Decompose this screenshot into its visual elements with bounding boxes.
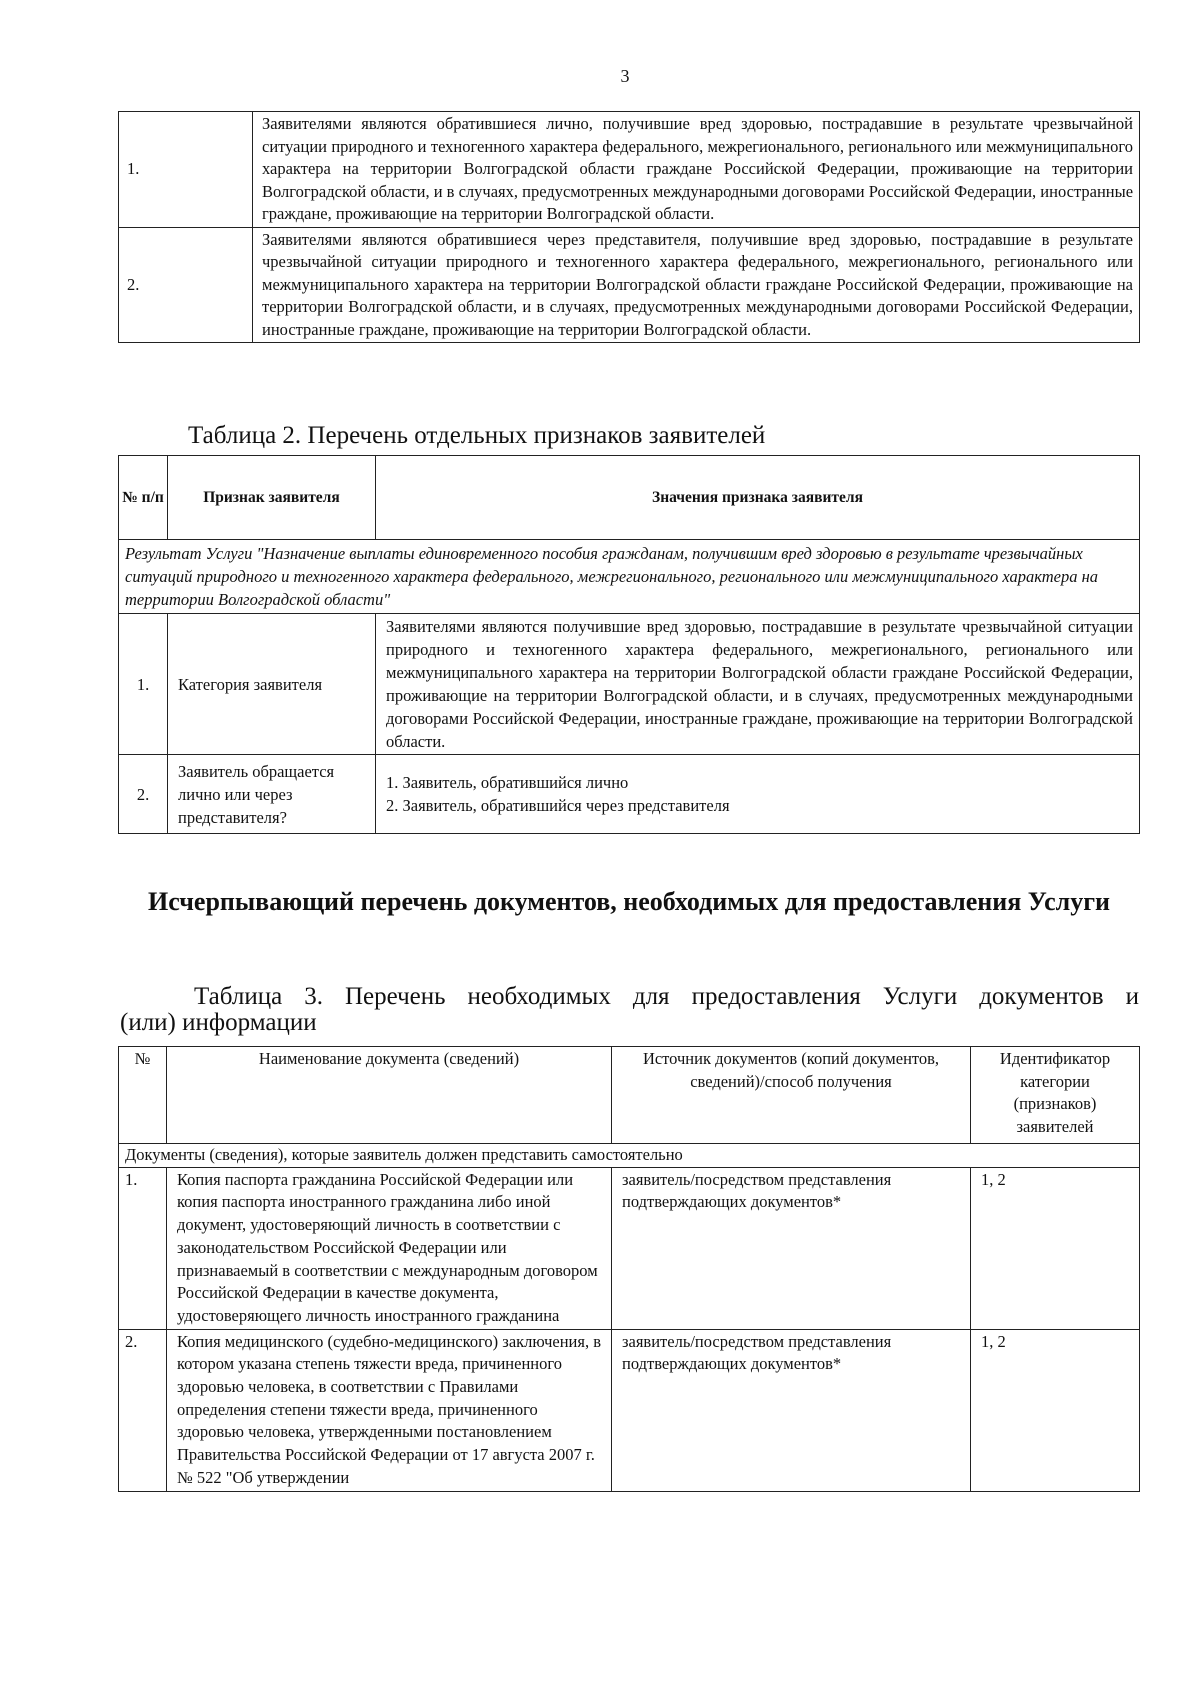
section-title: Исчерпывающий перечень документов, необходимых для предоставления Услуги [148,887,1110,916]
result-row [119,540,1140,614]
header-source: Источник документов (копий документов, сведений)/способ получения [612,1047,971,1144]
row-number: 1. [119,1167,167,1329]
document-name: Копия медицинского (судебно-медицинского) заключения, в котором указана степень тяжести вреда, причиненного здоровью человека, в соответствии с Правилами определения степени тяжести вреда, причиненного здоровью человека, утвержденными постановлением Правительства Российской Федерации от 17 августа 2007 г. № 522 "Об утверждении [167,1329,612,1491]
applicants-table [118,111,1140,343]
attribute-cell: Заявитель обращается лично или через представителя? [168,755,376,834]
value-line: 2. Заявитель, обратившийся через представителя [386,796,730,815]
service-result-text: Результат Услуги "Назначение выплаты единовременного пособия гражданам, получившим вред здоровью в результате чрезвычайных ситуаций природного и техногенного характера федерального, межрегионального, регионального или межмуниципального характера на территории Волгоградской области" [119,540,1140,614]
header-number: № [119,1047,167,1144]
caption-line: (или) информации [120,1009,317,1036]
caption-line: Таблица 3. Перечень необходимых для предоставления Услуги документов и [194,983,1139,1010]
table-row [119,755,1140,834]
group-row [119,1144,1140,1168]
table-row [119,112,1140,228]
header-category-id: Идентификатор категории (признаков) заявителей [971,1047,1140,1144]
table3-caption [120,983,1139,1036]
table-header-row [119,1047,1140,1144]
document-name: Копия паспорта гражданина Российской Федерации или копия паспорта иностранного гражданина либо иной документ, удостоверяющий личность в соответствии с законодательством Российской Федерации или признаваемый в соответствии с международным договором Российской Федерации в качестве документа, удостоверяющего личность иностранного гражданина [167,1167,612,1329]
table-row [119,614,1140,755]
header-document-name: Наименование документа (сведений) [167,1047,612,1144]
value-cell: Заявителями являются получившие вред здоровью, пострадавшие в результате чрезвычайной ситуации природного и техногенного характера федерального, межрегионального, регионального или межмуниципального характера на территории Волгоградской области граждане Российской Федерации, проживающие на территории Волгоградской области, и в случаях, предусмотренных международными договорами Российской Федерации, иностранные граждане, проживающие на территории Волгоградской области. [376,614,1140,755]
row-number: 2. [119,227,253,343]
row-number: 2. [119,1329,167,1491]
row-number: 1. [119,112,253,228]
table-row [119,227,1140,343]
applicant-attributes-table [118,455,1140,834]
row-text: Заявителями являются обратившиеся через представителя, получившие вред здоровью, пострадавшие в результате чрезвычайной ситуации природного и техногенного характера федерального, межрегионального, регионального или межмуниципального характера на территории Волгоградской области граждане Российской Федерации, проживающие на территории Волгоградской области, и в случаях, предусмотренных международными договорами Российской Федерации, иностранные граждане, проживающие на территории Волгоградской области. [253,227,1140,343]
document-source: заявитель/посредством представления подтверждающих документов* [612,1329,971,1491]
table-row [119,1167,1140,1329]
header-attribute: Признак заявителя [168,456,376,540]
attribute-cell: Категория заявителя [168,614,376,755]
header-values: Значения признака заявителя [376,456,1140,540]
table-row [119,1329,1140,1491]
category-id: 1, 2 [971,1329,1140,1491]
value-cell [376,755,1140,834]
category-id: 1, 2 [971,1167,1140,1329]
page-number: 3 [620,66,630,86]
group-label: Документы (сведения), которые заявитель должен представить самостоятельно [119,1144,1140,1168]
header-number: № п/п [119,456,168,540]
documents-table [118,1046,1140,1492]
table2-caption: Таблица 2. Перечень отдельных признаков заявителей [188,422,766,449]
table-header-row [119,456,1140,540]
row-text: Заявителями являются обратившиеся лично, получившие вред здоровью, пострадавшие в результате чрезвычайной ситуации природного и техногенного характера федерального, межрегионального, регионального или межмуниципального характера на территории Волгоградской области граждане Российской Федерации, проживающие на территории Волгоградской области, и в случаях, предусмотренных международными договорами Российской Федерации, иностранные граждане, проживающие на территории Волгоградской области. [253,112,1140,228]
value-line: 1. Заявитель, обратившийся лично [386,773,629,792]
document-source: заявитель/посредством представления подтверждающих документов* [612,1167,971,1329]
row-number: 1. [119,614,168,755]
row-number: 2. [119,755,168,834]
